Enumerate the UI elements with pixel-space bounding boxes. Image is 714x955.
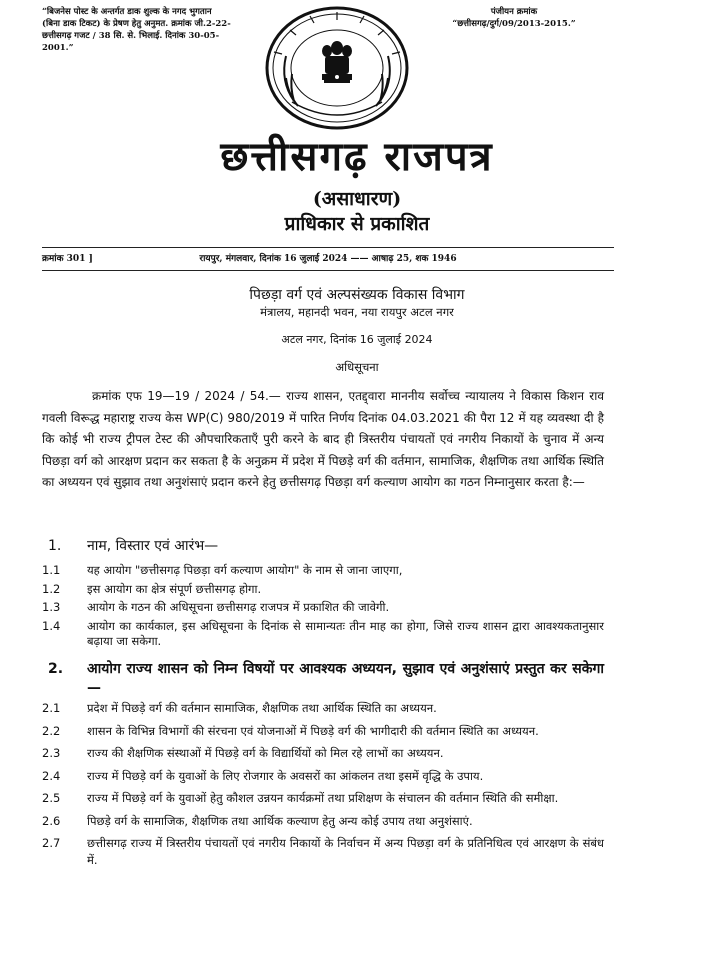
clause-item [42,723,604,740]
clause-item [42,790,604,807]
clause-number: 2.7 [42,836,61,850]
header-rule-bottom [42,270,614,271]
clause-text: इस आयोग का क्षेत्र संपूर्ण छत्तीसगढ़ होगा. [87,581,262,596]
clause-number: 1.1 [42,563,61,577]
registration-number: “छत्तीसगढ़/दुर्ग/09/2013-2015.” [452,19,576,29]
postal-permission-note: “बिजनेस पोस्ट के अन्तर्गत डाक शुल्क के नगद भुगतान (बिना डाक टिकट) के प्रेषण हेतु अनुमत. क्रमांक जी.2-22-छत्तीसगढ़ गजट / 38 सि. से. भिलाई. दिनांक 30-05-2001.” [42,7,231,53]
header-rule-top [42,247,614,248]
notification-heading: अधिसूचना [335,360,379,374]
clause-number: 1.4 [42,618,61,633]
clause-item [42,600,604,615]
clause-text: प्रदेश में पिछड़े वर्ग की वर्तमान सामाजिक, शैक्षणिक तथा आर्थिक स्थिति का अध्ययन. [87,701,437,715]
clause-item [42,700,604,717]
clause-text: यह आयोग "छत्तीसगढ़ पिछड़ा वर्ग कल्याण आयोग" के नाम से जाना जाएगा, [87,563,403,577]
clause-text: आयोग का कार्यकाल, इस अधिसूचना के दिनांक से सामान्यतः तीन माह का होगा, जिसे राज्य शासन द्वारा आवश्यकतानुसार बढ़ाया जा सकेगा. [87,618,604,648]
issue-number: क्रमांक 301 ] [42,254,93,264]
gazette-type: (असाधारण) [312,188,402,210]
clause-number: 1.2 [42,581,61,596]
clause-number: 1.3 [42,600,61,614]
clause-text: राज्य की शैक्षणिक संस्थाओं में पिछड़े वर्ग के विद्यार्थियों को मिल रहे लाभों का अध्ययन. [87,746,444,760]
section-1-items [42,563,604,652]
section-2-items [42,700,604,875]
section-title: नाम, विस्तार एवं आरंभ— [87,538,219,554]
clause-item [42,835,604,869]
section-title: आयोग राज्य शासन को निम्न विषयों पर आवश्यक अध्ययन, सुझाव एवं अनुशंसाएं प्रस्तुत कर सकेगा— [87,661,604,696]
clause-number: 2.5 [42,791,61,805]
clause-text: पिछड़े वर्ग के सामाजिक, शैक्षणिक तथा आर्थिक कल्याण हेतु अन्य कोई उपाय तथा अनुशंसाएं. [87,813,473,828]
gazette-title: छत्तीसगढ़ राजपत्र [220,133,494,180]
clause-item [42,563,604,578]
issue-line [42,251,614,267]
clause-number: 2.4 [42,768,61,783]
gazette-authority: प्राधिकार से प्रकाशित [284,213,430,235]
clause-item [42,813,604,830]
clause-item [42,745,604,762]
department-address: मंत्रालय, महानदी भवन, नया रायपुर अटल नगर [260,305,454,319]
clause-number: 2.2 [42,723,61,738]
section-number: 2. [48,661,64,677]
clause-text: शासन के विभिन्न विभागों की संरचना एवं योजनाओं में पिछड़े वर्ग की भागीदारी की वर्तमान स्थिति का अध्ययन. [87,723,539,738]
clause-item [42,619,604,649]
clause-number: 2.3 [42,746,61,760]
registration-label: पंजीयन क्रमांक [490,7,538,17]
clause-text: आयोग के गठन की अधिसूचना छत्तीसगढ़ राजपत्र में प्रकाशित की जावेगी. [87,600,390,614]
notification-place-date: अटल नगर, दिनांक 16 जुलाई 2024 [281,333,433,346]
clause-number: 2.6 [42,813,61,828]
registration-block [414,6,614,30]
issue-date: रायपुर, मंगलवार, दिनांक 16 जुलाई 2024 —— आषाढ़ 25, शक 1946 [199,254,457,264]
state-emblem-icon [264,6,410,130]
section-number: 1. [48,538,62,554]
clause-item [42,582,604,597]
clause-number: 2.1 [42,701,61,715]
clause-text: राज्य में पिछड़े वर्ग के युवाओं के लिए रोजगार के अवसरों का आंकलन तथा इसमें वृद्धि के उपाय. [87,768,484,783]
department-name: पिछड़ा वर्ग एवं अल्पसंख्यक विकास विभाग [249,287,465,303]
clause-item [42,768,604,785]
clause-text: छत्तीसगढ़ राज्य में त्रिस्तरीय पंचायतों एवं नगरीय निकायों के निर्वाचन में अन्य पिछड़ा वर्ग के प्रतिनिधित्व एवं आरक्षण के संबंध में. [87,836,604,867]
clause-text: राज्य में पिछड़े वर्ग के युवाओं हेतु कौशल उन्नयन कार्यक्रमों तथा प्रशिक्षण के संचालन की वर्तमान स्थिति की समीक्षा. [87,791,559,805]
notification-preamble: क्रमांक एफ 19—19 / 2024 / 54.— राज्य शासन, एतद्द्वारा माननीय सर्वोच्च न्यायालय ने विकास किशन राव गवली विरूद्ध महाराष्ट्र राज्य केस WP(C) 980/2019 में पारित निर्णय दिनांक 04.03.2021 की पैरा 12 में यह व्यवस्था दी है कि कोई भी राज्य ट्रीपल टेस्ट की औपचारिकताएँ पुरी करने के बाद ही त्रिस्तरीय पंचायतों एवं नगरीय निकायों के चुनाव में अन्य पिछड़ा वर्ग को आरक्षण प्रदान कर सकता है के अनुक्रम में प्रदेश में पिछड़े वर्ग की वर्तमान, सामाजिक, शैक्षणिक तथा आर्थिक स्थिति का अध्ययन एवं सुझाव तथा अनुशंसाएं प्रदान करने हेतु छत्तीसगढ़ पिछड़ा वर्ग कल्याण आयोग का गठन निम्नानुसार करता है:— [42,389,604,489]
